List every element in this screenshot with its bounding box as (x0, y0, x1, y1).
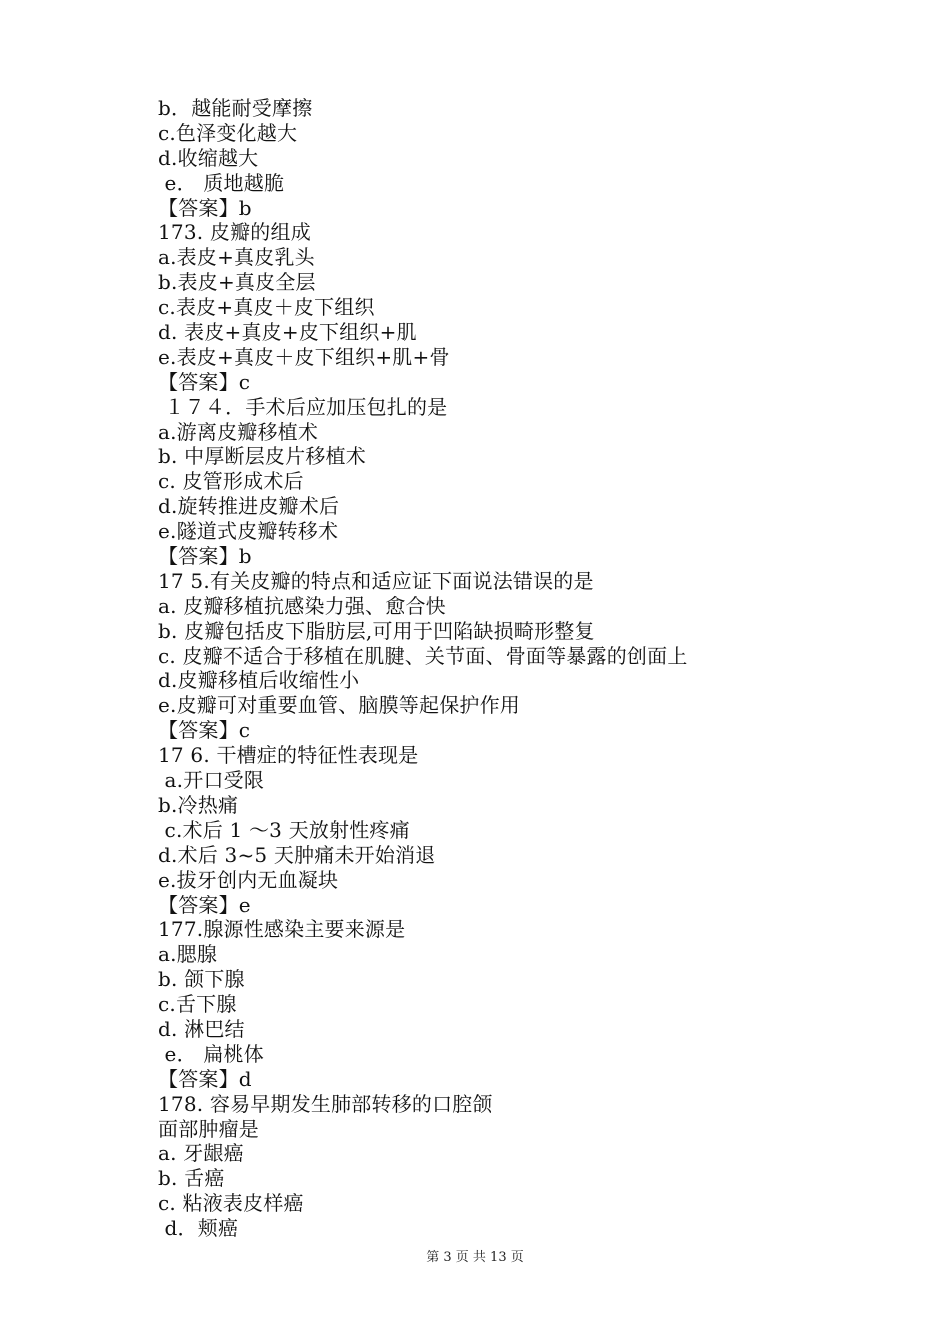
text-line: c.舌下腺 (158, 992, 237, 1017)
text-line: e.隧道式皮瓣转移术 (158, 519, 339, 544)
text-line: c. 皮瓣不适合于移植在肌腱、关节面、骨面等暴露的创面上 (158, 643, 688, 668)
text-line: d.旋转推进皮瓣术后 (158, 494, 340, 519)
text-line: d.收缩越大 (158, 145, 259, 170)
question-line: 173. 皮瓣的组成 (158, 220, 311, 245)
answer-line: 【答案】b (158, 195, 252, 220)
answer-line: 【答案】d (158, 1066, 252, 1091)
text-line: a.游离皮瓣移植术 (158, 419, 319, 444)
question-line: １７４．手术后应加压包扎的是 (158, 394, 448, 419)
text-line: b. 颌下腺 (158, 967, 245, 992)
question-line: 17 6. 干槽症的特征性表现是 (158, 743, 419, 768)
text-line: c.色泽变化越大 (158, 120, 298, 145)
text-line: e． 质地越脆 (158, 170, 285, 195)
question-line: 17 5.有关皮瓣的特点和适应证下面说法错误的是 (158, 568, 594, 593)
text-line: e.拔牙创内无血凝块 (158, 867, 339, 892)
text-line: a.表皮+真皮乳头 (158, 245, 315, 270)
text-line: e.皮瓣可对重要血管、脑膜等起保护作用 (158, 693, 520, 718)
text-line: b.冷热痛 (158, 792, 239, 817)
text-line: a. 皮瓣移植抗感染力强、愈合快 (158, 593, 446, 618)
text-line: a.腮腺 (158, 942, 218, 967)
text-line: d. 表皮+真皮+皮下组织+肌 (158, 320, 417, 345)
text-line: d.术后 3~5 天肿痛未开始消退 (158, 842, 436, 867)
text-line: c.表皮+真皮＋皮下组织 (158, 295, 375, 320)
text-line: d. 淋巴结 (158, 1016, 245, 1041)
text-line: d．颊癌 (158, 1216, 239, 1241)
page-footer: 第 3 页 共 13 页 (426, 1250, 524, 1265)
text-line: c.术后 1 ～3 天放射性疼痛 (158, 817, 410, 842)
text-line: e.表皮+真皮＋皮下组织+肌+骨 (158, 344, 450, 369)
question-line: 178. 容易早期发生肺部转移的口腔颌 (158, 1091, 493, 1116)
text-line: b.表皮+真皮全层 (158, 270, 316, 295)
text-line: a. 牙龈癌 (158, 1141, 244, 1166)
text-line: b. 中厚断层皮片移植术 (158, 444, 366, 469)
document-body (158, 96, 878, 1241)
text-line: a.开口受限 (158, 768, 265, 793)
question-line: 177.腺源性感染主要来源是 (158, 917, 406, 942)
text-line: b. 舌癌 (158, 1166, 225, 1191)
text-line: b. 皮瓣包括皮下脂肪层,可用于凹陷缺损畸形整复 (158, 618, 595, 643)
answer-line: 【答案】c (158, 718, 251, 743)
answer-line: 【答案】c (158, 369, 251, 394)
answer-line: 【答案】e (158, 892, 251, 917)
text-line: c. 粘液表皮样癌 (158, 1191, 304, 1216)
text-line: d.皮瓣移植后收缩性小 (158, 668, 360, 693)
text-line: c. 皮管形成术后 (158, 469, 304, 494)
question-line: 面部肿瘤是 (158, 1116, 259, 1141)
answer-line: 【答案】b (158, 544, 252, 569)
text-line: b．越能耐受摩擦 (158, 96, 313, 120)
text-line: e． 扁桃体 (158, 1041, 264, 1066)
